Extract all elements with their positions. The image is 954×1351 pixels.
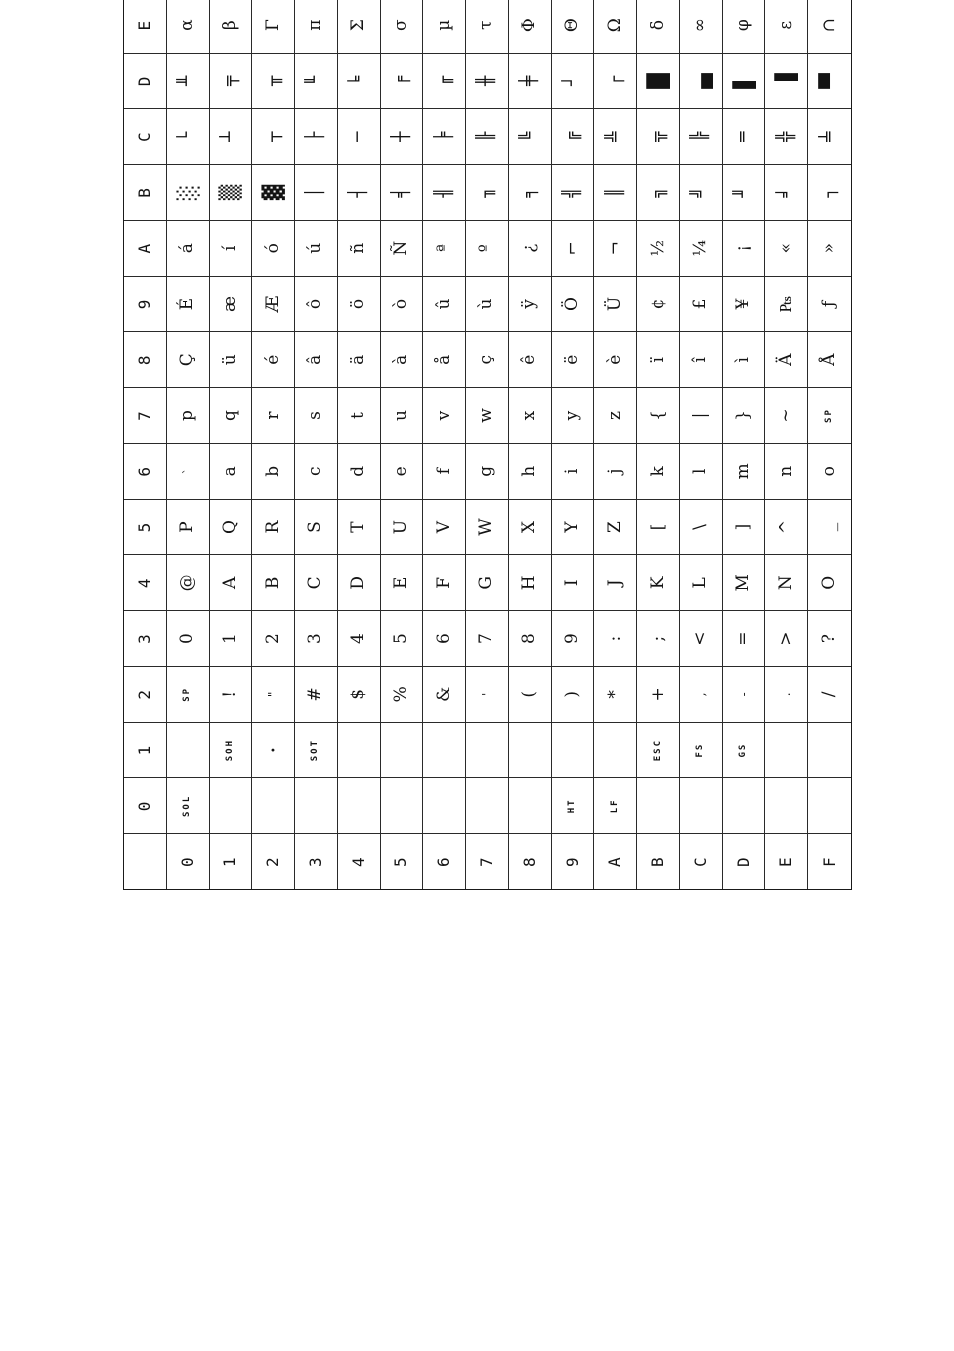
column-header: 7 [124,387,167,443]
code-cell: 4 [338,610,381,666]
code-cell [381,777,424,833]
code-cell: + [637,666,680,722]
code-cell: ┌ [594,53,637,109]
code-cell: B [252,554,295,610]
row-header: 4 [338,833,381,889]
code-cell: ESC [637,722,680,778]
code-cell: " [252,666,295,722]
code-cell: ╩ [594,108,637,164]
code-cell: ├ [295,108,338,164]
code-cell: p [167,387,210,443]
code-cell: d [338,443,381,499]
code-cell: SP [167,666,210,722]
code-cell: ╖ [466,164,509,220]
code-cell: u [381,387,424,443]
code-cell: G [466,554,509,610]
row-header: 5 [381,833,424,889]
code-cell: ╪ [509,53,552,109]
code-cell: s [295,387,338,443]
row-header: E [765,833,808,889]
code-cell: ╓ [423,53,466,109]
code-cell: H [509,554,552,610]
code-cell: ë [552,331,595,387]
code-cell [594,722,637,778]
code-cell: █ [637,53,680,109]
row-header: B [637,833,680,889]
code-cell: { [637,387,680,443]
code-cell: $ [338,666,381,722]
code-cell: ┘ [552,53,595,109]
code-cell: û [423,276,466,332]
code-cell: Ü [594,276,637,332]
code-cell: ║ [594,164,637,220]
code-cell: ╕ [509,164,552,220]
code-cell: ╥ [252,53,295,109]
code-cell: ( [509,666,552,722]
code-cell: ö [338,276,381,332]
code-cell: ╠ [680,108,723,164]
column-header: 9 [124,276,167,332]
row-header: 8 [509,833,552,889]
code-cell: LF [594,777,637,833]
code-cell: b [252,443,295,499]
code-cell: y [552,387,595,443]
code-cell: ª [423,220,466,276]
code-cell [167,722,210,778]
row-header: A [594,833,637,889]
code-cell: ░ [167,164,210,220]
code-cell: µ [423,0,466,53]
code-cell: ì [723,331,766,387]
code-cell: HT [552,777,595,833]
row-header: F [808,833,851,889]
code-cell: / [808,666,851,722]
code-cell: k [637,443,680,499]
code-cell: _ [808,499,851,555]
code-cell: 2 [252,610,295,666]
code-cell: Ö [552,276,595,332]
row-header: 6 [423,833,466,889]
code-cell: ╙ [295,53,338,109]
code-cell: - [723,666,766,722]
code-cell: V [423,499,466,555]
code-cell [466,777,509,833]
code-cell [338,722,381,778]
code-cell: ╨ [167,53,210,109]
code-cell [808,777,851,833]
code-cell: ╤ [210,53,253,109]
column-header: B [124,164,167,220]
code-cell: ú [295,220,338,276]
code-cell: ] [723,499,766,555]
code-cell [252,777,295,833]
code-cell: æ [210,276,253,332]
code-cell [509,777,552,833]
code-cell: è [594,331,637,387]
row-header: C [680,833,723,889]
code-cell: σ [381,0,424,53]
column-header: 8 [124,331,167,387]
code-cell: ╣ [552,164,595,220]
code-cell: : [594,610,637,666]
code-cell: z [594,387,637,443]
column-header: C [124,108,167,164]
code-cell [338,777,381,833]
row-header: 9 [552,833,595,889]
code-cell: Q [210,499,253,555]
code-cell: ¡ [723,220,766,276]
code-cell: T [338,499,381,555]
code-cell: , [680,666,723,722]
code-cell: ╟ [466,108,509,164]
code-cell: < [680,610,723,666]
code-cell: ╡ [381,164,424,220]
code-cell: r [252,387,295,443]
code-cell: └ [167,108,210,164]
code-cell: l [680,443,723,499]
code-cell: ! [210,666,253,722]
code-cell: ╔ [552,108,595,164]
code-cell: ç [466,331,509,387]
code-cell: ∩ [808,0,851,53]
code-cell: SOH [210,722,253,778]
code-cell: Y [552,499,595,555]
character-code-table [123,0,852,890]
code-cell: ▀ [808,53,851,109]
code-cell: │ [295,164,338,220]
column-header: A [124,220,167,276]
code-cell [637,777,680,833]
code-cell: K [637,554,680,610]
code-cell: ^ [765,499,808,555]
code-cell: M [723,554,766,610]
code-cell: ƒ [808,276,851,332]
code-cell: SOL [167,777,210,833]
code-cell: i [552,443,595,499]
code-cell: « [765,220,808,276]
code-cell: ó [252,220,295,276]
code-cell: ' [466,666,509,722]
code-cell: ╒ [381,53,424,109]
code-cell: SOT [295,722,338,778]
code-cell: P [167,499,210,555]
code-cell: ╬ [765,108,808,164]
code-cell: c [295,443,338,499]
code-cell: O [808,554,851,610]
code-cell: ╢ [423,164,466,220]
code-cell: N [765,554,808,610]
code-cell: f [423,443,466,499]
row-header: 7 [466,833,509,889]
code-cell: ~ [765,387,808,443]
code-cell: [ [637,499,680,555]
code-cell: É [167,276,210,332]
code-cell: Θ [552,0,595,53]
code-cell: ╝ [680,164,723,220]
code-cell: ê [509,331,552,387]
code-cell: > [765,610,808,666]
code-cell: ╘ [338,53,381,109]
code-cell: ╦ [637,108,680,164]
code-cell: ╫ [466,53,509,109]
code-cell: Σ [338,0,381,53]
code-cell: ⌐ [552,220,595,276]
code-cell: n [765,443,808,499]
code-cell [808,722,851,778]
code-cell: D [338,554,381,610]
code-cell: = [723,610,766,666]
code-cell: ï [637,331,680,387]
code-cell: ▌ [723,53,766,109]
code-cell: ╚ [509,108,552,164]
row-header: D [723,833,766,889]
code-cell: C [295,554,338,610]
code-cell: v [423,387,466,443]
code-cell: ä [338,331,381,387]
code-cell: o [808,443,851,499]
code-cell: Ω [594,0,637,53]
code-cell: ╞ [423,108,466,164]
code-cell: q [210,387,253,443]
code-cell: L [680,554,723,610]
code-cell: â [295,331,338,387]
code-cell: } [723,387,766,443]
row-header: 1 [210,833,253,889]
code-cell: ÿ [509,276,552,332]
code-cell: GS [723,722,766,778]
code-cell: m [723,443,766,499]
code-cell: Ç [167,331,210,387]
code-cell: ▄ [680,53,723,109]
code-cell: Å [808,331,851,387]
code-cell: 1 [210,610,253,666]
code-cell: ü [210,331,253,387]
code-cell [210,777,253,833]
code-cell: ┤ [338,164,381,220]
code-cell: . [765,666,808,722]
code-cell: 6 [423,610,466,666]
code-cell [423,777,466,833]
code-cell: * [594,666,637,722]
code-cell: £ [680,276,723,332]
code-cell: 5 [381,610,424,666]
code-cell: ╛ [765,164,808,220]
code-cell: Φ [509,0,552,53]
code-cell: R [252,499,295,555]
code-cell: í [210,220,253,276]
code-cell [295,777,338,833]
code-cell: X [509,499,552,555]
code-cell: ┴ [210,108,253,164]
code-cell: A [210,554,253,610]
code-cell: a [210,443,253,499]
code-cell: W [466,499,509,555]
code-cell: FS [680,722,723,778]
column-header: 1 [124,722,167,778]
column-header: 6 [124,443,167,499]
code-cell [765,777,808,833]
code-cell: Ñ [381,220,424,276]
code-cell: g [466,443,509,499]
code-cell [509,722,552,778]
code-cell [466,722,509,778]
code-cell: ) [552,666,595,722]
column-header: 5 [124,499,167,555]
code-cell: ▓ [252,164,295,220]
code-cell: SP [808,387,851,443]
code-cell: ½ [637,220,680,276]
code-cell [723,777,766,833]
code-cell: | [680,387,723,443]
code-cell: ù [466,276,509,332]
code-cell: φ [723,0,766,53]
code-cell: º [466,220,509,276]
code-cell: ┐ [808,164,851,220]
code-cell: δ [637,0,680,53]
column-header: 2 [124,666,167,722]
code-cell: Z [594,499,637,555]
code-cell: J [594,554,637,610]
code-cell: ╜ [723,164,766,220]
code-cell: » [808,220,851,276]
code-cell: ¿ [509,220,552,276]
code-cell: Γ [252,0,295,53]
code-cell: S [295,499,338,555]
code-cell: j [594,443,637,499]
code-cell: å [423,331,466,387]
code-cell: à [381,331,424,387]
code-cell: 9 [552,610,595,666]
code-cell: 0 [167,610,210,666]
code-cell [765,722,808,778]
code-cell: ╗ [637,164,680,220]
code-cell: U [381,499,424,555]
code-cell: \ [680,499,723,555]
code-cell: ; [637,610,680,666]
column-header: 3 [124,610,167,666]
code-cell: ╧ [808,108,851,164]
column-header: D [124,53,167,109]
code-cell: β [210,0,253,53]
code-cell: á [167,220,210,276]
code-cell: @ [167,554,210,610]
code-cell: h [509,443,552,499]
code-cell: % [381,666,424,722]
code-cell [552,722,595,778]
row-header: 3 [295,833,338,889]
code-cell: x [509,387,552,443]
code-cell: Ä [765,331,808,387]
code-cell: ▐ [765,53,808,109]
code-cell: ¬ [594,220,637,276]
code-cell: ┼ [381,108,424,164]
column-header: 4 [124,554,167,610]
code-cell: 8 [509,610,552,666]
code-cell: • [252,722,295,778]
row-header: 0 [167,833,210,889]
code-cell: I [552,554,595,610]
code-cell: 7 [466,610,509,666]
table-corner [124,833,167,889]
code-cell: F [423,554,466,610]
code-cell: w [466,387,509,443]
code-cell: E [381,554,424,610]
code-cell: π [295,0,338,53]
code-cell: ═ [723,108,766,164]
code-cell: ε [765,0,808,53]
code-cell: ∞ [680,0,723,53]
code-cell: ┬ [252,108,295,164]
code-cell: ¼ [680,220,723,276]
code-cell [381,722,424,778]
code-cell: ` [167,443,210,499]
code-cell: 3 [295,610,338,666]
code-cell: ô [295,276,338,332]
code-cell: & [423,666,466,722]
code-cell: ▒ [210,164,253,220]
code-cell: ¥ [723,276,766,332]
code-cell: α [167,0,210,53]
code-cell: τ [466,0,509,53]
code-cell: e [381,443,424,499]
code-cell: ? [808,610,851,666]
code-cell: t [338,387,381,443]
row-header: 2 [252,833,295,889]
code-cell: ò [381,276,424,332]
code-cell: ─ [338,108,381,164]
code-cell: # [295,666,338,722]
column-header: E [124,0,167,53]
code-cell [423,722,466,778]
code-cell: î [680,331,723,387]
code-cell: é [252,331,295,387]
code-cell: Æ [252,276,295,332]
code-cell [680,777,723,833]
column-header: 0 [124,777,167,833]
code-cell: ñ [338,220,381,276]
code-cell: ₧ [765,276,808,332]
code-cell: ¢ [637,276,680,332]
